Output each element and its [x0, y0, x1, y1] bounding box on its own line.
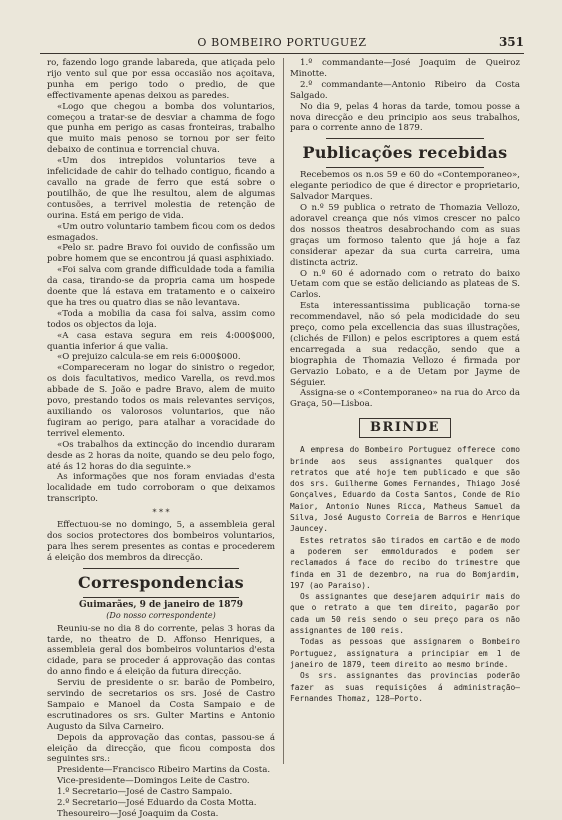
publication-paragraph: O n.º 59 publica o retrato de Thomazia Vellozo, adoravel creança que nós vimos crescer no palco dos nossos theatros desabrochando com as suas graças um formoso talento que já hoje a faz considerar apezar da sua curta carreira, uma distincta actriz.: [290, 203, 520, 268]
publication-paragraph: Esta interessantissima publicação torna-se recommendavel, não só pela modicidade do seu preço, como pela excellencia das suas illustrações, (clichés de Fillon) e pelos escriptores a quem está encarregada a sua redacção, sendo que a biographia de Thomazia Vellozo é firmada por Gervazio Lobato, e a de Uetam por Jayme de Séguier.: [290, 301, 520, 388]
section-rule: [83, 568, 239, 569]
brinde-paragraph: A empresa do Bombeiro Portuguez offerece como brinde aos seus assignantes qualquer dos retratos que até hoje tem publicado e que são dos srs. Guilherme Gomes Fernandes, Thiago José Gonçalves, Eduardo da Costa Santos, Conde de Rio Maior, Antonio Nunes Ricca, Matheus Samuel da Silva, José Augusto Correia de Barros e Henrique Jauncey.: [290, 445, 520, 534]
fire-report-paragraph: «O prejuizo calcula-se em reis 6:000$000.: [57, 352, 241, 363]
commander-line: 2.º commandante—Antonio Ribeiro da Costa Salgado.: [290, 79, 520, 101]
brinde-paragraph: Estes retratos são tirados em cartão e de modo a poderem ser emmoldurados e podem ser reclamados á face do recibo do trimestre que finda em 31 de dezembro, na rua do Bomjardim, 197 (ao Paraiso).: [290, 535, 520, 590]
section-rule: [326, 138, 484, 139]
commanders-list: [290, 58, 520, 102]
correspondencias-title: Correspondencias: [78, 572, 244, 592]
section-rule: [326, 167, 484, 168]
page-number: 351: [498, 35, 524, 49]
newspaper-title: O BOMBEIRO PORTUGUEZ: [197, 36, 367, 49]
officer-line: Vice-presidente—Domingos Leite de Castro.: [57, 776, 250, 787]
officer-line: Presidente—Francisco Ribeiro Martins da Costa.: [57, 765, 271, 776]
correspondence-paragraph: Serviu de presidente o sr. barão de Pombeiro, servindo de secretarios os srs. José de Castro Sampaio e Manoel da Costa Sampaio e de escrutinadores os srs. Gulter Martins e Antonio Augusto da Silva Carneiro.: [47, 678, 275, 732]
brinde-paragraph: Os srs. assignantes das provincias poderão fazer as suas requisições á administração—Fernandes Thomaz, 128—Porto.: [290, 671, 520, 703]
page-header: [40, 36, 524, 52]
brinde-title: BRINDE: [359, 418, 451, 438]
publication-paragraph: Recebemos os n.os 59 e 60 do «Contemporaneo», elegante periodico de que é director e proprietario, Salvador Marques.: [290, 170, 520, 203]
section-stars: * * *: [152, 508, 170, 518]
fire-report-paragraph: As informações que nos foram enviadas d'esta localidade em tudo corroboram o que deixamos transcripto.: [47, 472, 275, 505]
publication-paragraph: Assigna-se o «Contemporaneo» na rua do Arco da Graça, 50—Lisboa.: [290, 388, 520, 410]
brinde-heading: [290, 418, 520, 438]
fire-report-paragraph: «Um dos intrepidos voluntarios teve a infelicidade de cahir do telhado contiguo, ficando a cavallo na grade de ferro que está sobre o poutilhão, de que lhe resultou, alem de algumas contusões, a terrivel molestia de retenção de ourina. Está em perigo de vida.: [47, 156, 275, 221]
correspondence-paragraph: Depois da approvação das contas, passou-se á eleição da direcção, que ficou composta dos seguintes srs.:: [47, 732, 275, 765]
officer-line: Thesoureiro—José Joaquim da Costa.: [57, 809, 219, 819]
fire-report-paragraph: «Foi salva com grande difficuldade toda a familia da casa, tirando-se da propria cama um hospede doente que lá estava em tratamento e o caixeiro que ha tres ou quatro dias se não levantava.: [47, 265, 275, 308]
publicacoes-title: Publicações recebidas: [302, 143, 508, 163]
fire-report-paragraph: «Pelo sr. padre Bravo foi ouvido de confissão um pobre homem que se encontrou já quasi asphixiado.: [47, 243, 275, 265]
fire-report-paragraph: ro, fazendo logo grande labareda, que atiçada pelo rijo vento sul que por essa occasião nos açoitava, punha em perigo todo o predio, de que effectivamente apenas deixou as paredes.: [47, 58, 275, 101]
publication-paragraph: O n.º 60 é adornado com o retrato do baixo Uetam com que se estão deliciando as plateas de S. Carlos.: [290, 268, 520, 301]
fire-report-paragraph: «Compareceram no logar do sinistro o regedor, os dois facultativos, medico Varella, os revd.mos abbade de S. João e padre Bravo, alem de muito povo, prestando todos os mais relevantes serviços, auxiliando os valorosos voluntarios, que não fugiram ao perigo, para atalhar a voracidade do terrivel elemento.: [47, 363, 275, 439]
column-divider: [283, 58, 284, 764]
officers-list: [47, 765, 275, 820]
fire-report-paragraph: «Toda a mobilia da casa foi salva, assim como todos os objectos da loja.: [47, 308, 275, 330]
header-rule: [40, 53, 524, 54]
dateline: Guimarães, 9 de janeiro de 1879: [78, 599, 244, 610]
officer-line: 2.º Secretario—José Eduardo da Costa Motta.: [57, 798, 257, 809]
left-column: [47, 58, 275, 820]
fire-report-paragraph: «Logo que chegou a bomba dos voluntarios, começou a tratar-se de desviar a chamma de fogo que punha em perigo as casas fronteiras, trabalho que muito mais penoso se tornou por ser feito debaixo de continua e torrencial chuva.: [47, 101, 275, 156]
right-column: [290, 58, 520, 704]
fire-report-paragraph: «A casa estava segura em reis 4:000$000, quantia inferior á que valia.: [47, 330, 275, 352]
officer-line: 1.º Secretario—José de Castro Sampaio.: [57, 787, 233, 798]
brinde-paragraph: Todas as pessoas que assignarem o Bombeiro Portuguez, assignatura a principiar em 1 de janeiro de 1879, teem direito ao mesmo brinde.: [290, 637, 520, 669]
fire-report-paragraph: «Os trabalhos da extincção do incendio duraram desde as 2 horas da noite, quando se deu pelo fogo, até ás 12 horas do dia seguinte.»: [47, 439, 275, 472]
section-rule: [83, 597, 239, 598]
commander-line: 1.º commandante—José Joaquim de Queiroz Minotte.: [290, 58, 520, 79]
posse-paragraph: No dia 9, pelas 4 horas da tarde, tomou posse a nova direcção e deu principio aos seus trabalhos, para o corrente anno de 1879.: [290, 101, 520, 134]
brinde-paragraph: Os assignantes que desejarem adquirir mais do que o retrato a que tem direito, pagarão por cada um 50 reis sendo o seu preço para os não assignantes de 100 reis.: [290, 592, 520, 636]
assembly-paragraph: Effectuou-se no domingo, 5, a assembleia geral dos socios protectores dos bombeiros voluntarios, para lhes serem presentes as contas e procederem á eleição dos membros da direcção.: [47, 520, 275, 563]
fire-report-paragraph: «Um outro voluntario tambem ficou com os dedos esmagados.: [47, 221, 275, 243]
brinde-body: [290, 444, 520, 704]
correspondence-paragraph: Reuniu-se no dia 8 do corrente, pelas 3 horas da tarde, no theatro de D. Affonso Henriques, a assembleia geral dos bombeiros voluntarios d'esta cidade, para se proceder á approvação das contas do anno findo e á eleição da futura direcção.: [47, 623, 275, 678]
dateline-sub: (Do nosso correspondente): [106, 610, 216, 620]
